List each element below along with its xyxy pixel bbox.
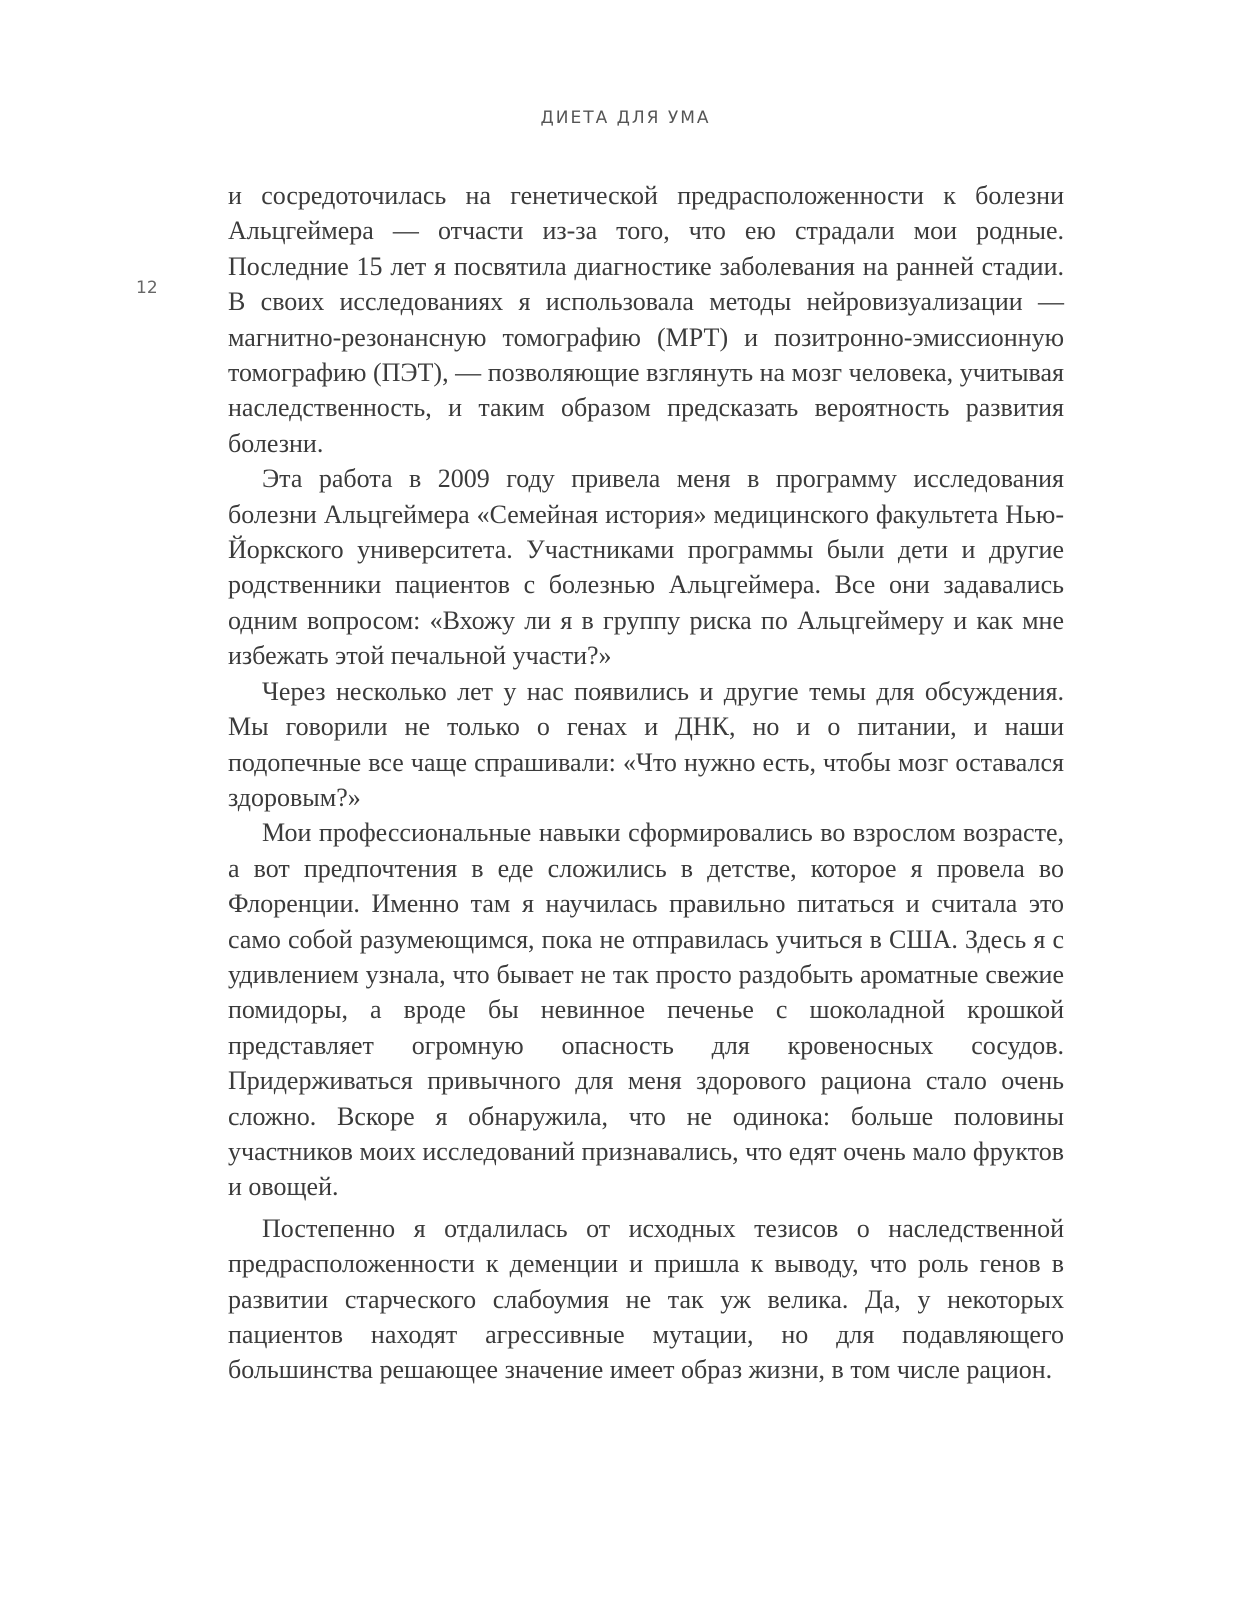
page-number: 12 xyxy=(136,278,158,298)
paragraph: Мои профессиональные навыки сформировались во взрослом возрасте, а вот предпочтения в еде сложились в детстве, которое я провела во Флоренции. Именно там я научилась правильно питаться и считала это само собой разумеющимся, пока не отправилась учиться в США. Здесь я с удивлением узнала, что бывает не так просто раздобыть ароматные свежие помидоры, а вроде бы невинное печенье с шоколадной крошкой представляет огромную опасность для кровеносных сосудов. Придерживаться привычного для меня здорового рациона стало очень сложно. Вскоре я обнаружила, что не одинока: больше половины участников моих исследований признавались, что едят очень мало фруктов и овощей. xyxy=(228,818,1064,1202)
body-text xyxy=(228,178,1064,1388)
paragraph: Постепенно я отдалилась от исходных тезисов о наследственной предрасположенности к деменции и пришла к выводу, что роль генов в развитии старческого слабоумия не так уж велика. Да, у некоторых пациентов находят агрессивные мутации, но для подавляющего большинства решающее значение имеет образ жизни, в том числе рацион. xyxy=(228,1213,1064,1385)
paragraph: Эта работа в 2009 году привела меня в программу исследования болезни Альцгеймера «Семейная история» медицинского факультета Нью-Йоркского университета. Участниками программы были дети и другие родственники пациентов с болезнью Альцгеймера. Все они задавались одним вопросом: «Вхожу ли я в группу риска по Альцгеймеру и как мне избежать этой печальной участи?» xyxy=(228,464,1064,671)
paragraph: Через несколько лет у нас появились и другие темы для обсуждения. Мы говорили не только о генах и ДНК, но и о питании, и наши подопечные все чаще спрашивали: «Что нужно есть, чтобы мозг оставался здоровым?» xyxy=(228,676,1064,812)
running-header: ДИЕТА ДЛЯ УМА xyxy=(540,108,711,128)
paragraph: и сосредоточилась на генетической предрасположенности к болезни Альцгеймера — отчасти из-за того, что ею страдали мои родные. Последние 15 лет я посвятила диагностике заболевания на ранней стадии. В своих исследованиях я использовала методы нейровизуализации — магнитно-резонансную томографию (МРТ) и позитронно-эмиссионную томографию (ПЭТ), — позволяющие взглянуть на мозг человека, учитывая наследственность, и таким образом предсказать вероятность развития болезни. xyxy=(228,181,1064,458)
